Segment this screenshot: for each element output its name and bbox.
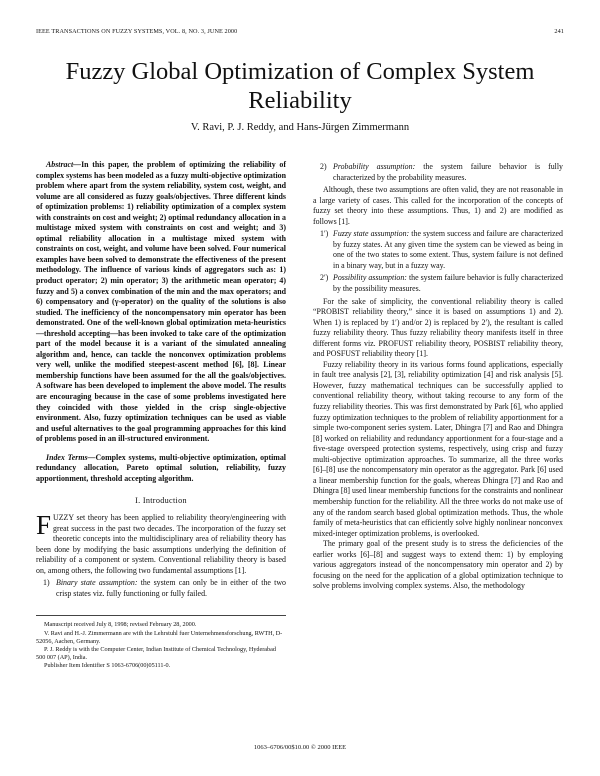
intro-paragraph [36,509,286,576]
list-number: 1) [43,578,50,588]
left-column [36,160,286,671]
body-paragraph: For the sake of simplicity, the conventional reliability theory is called “PROBIST reliability theory,” since it is based on assumptions 1) and 2). When 1) is replaced by 1′) and/or 2) is replaced by 2′), the resultant is called fuzzy reliability theory. Thus fuzzy reliability theory manifests itself in three different forms viz. PROFUST reliability theory, POSBIST reliability theory, and POSFUST reliability theory [1]. [313,296,563,359]
list-item [313,273,563,294]
footnote-line: P. J. Reddy is with the Computer Center, Indian Institute of Chemical Technology, Hyderabad 500 007 (AP), India. [36,645,276,662]
running-header [36,28,564,38]
body-paragraph: The primary goal of the present study is to stress the deficiencies of the earlier works [6]–[8] and suggest ways to extend them: 1) by employing various aggregators instead of the noncompensatory min operator and 2) by focusing on the need for the application of a global optimization technique to solve problems involving complex systems. Also, the methodology [313,539,563,591]
intro-text: set theory has been applied to reliability theory/engineering with great success in the past two decades. The incorporation of the fuzzy set theoretic concepts into the multidisciplinary area of reliability theory has been done by modifying the basic assumptions underlying the definition of reliability of a component or system. Conventional reliability theory is based on, among others, the following two fundamental assumptions [1]. [36,512,286,575]
body-paragraph: Although, these two assumptions are often valid, they are not reasonable in a large variety of cases. This called for the incorporation of the concepts of fuzzy set theory into these assumptions. Thus, 1) and 2) are modified as follows [1]. [313,185,563,226]
list-item [313,229,563,271]
list-label: Possibility assumption: [333,273,407,283]
list-item [313,162,563,183]
index-terms [36,453,286,485]
body-paragraph: Fuzzy reliability theory in its various forms found applications, especially in fault tree analysis [2], [3], reliability optimization [4] and risk analysis [5]. However, fuzzy mathematical techniques can be successfully applied to conventional reliability theory, without taking recourse to any form of the fuzzy reliability theories. This was first demonstrated by Park [6], who applied fuzzy optimization techniques to the problem of reliability apportionment for a simple two-component series system. Later, Dhingra [7] and Rao and Dhingra [8] worked on reliability and redundancy apportionment for a four-stage and a five-stage overspeed protection systems, respectively, using crisp and fuzzy multi-objective optimization approaches. To summarize, all the three works [6]–[8] use the noncompensatory min operator as the aggregator. Park [6] used a linear membership function for the goals, whereas Dhingra [7] and Rao and Dhingra [8] used linear membership functions for the constraints and nonlinear membership function for the reliability. All the three works do not make use of any of the random search based global optimization methods. Thus, the whole family of meta-heuristics that can efficiently solve highly nonlinear nonconvex mixed-integer optimization problems, is overlooked. [313,359,563,538]
footnote-line: V. Ravi and H.-J. Zimmermann are with the Lehrstuhl fuer Unternehmensforschung, RWTH, D-52056, Aachen, Germany. [36,629,283,645]
list-item [36,578,286,599]
list-text: the system success and failure are characterized by fuzzy states. At any given time the system can be viewed as being in one of the two states to some extent. Thus, system failure is not defined in a binary way, but in a fuzzy way. [333,229,563,270]
index-terms-text: Complex systems, multi-objective optimization, optimal redundancy allocation, Pareto optimal solution, reliability, fuzzy apportionment, threshold accepting algorithm. [36,452,287,483]
list-text: the system failure behavior is fully characterized by the possibility measures. [333,273,563,294]
index-terms-label: Index Terms— [46,452,96,462]
journal-name: IEEE TRANSACTIONS ON FUZZY SYSTEMS, VOL. 8, NO. 3, JUNE 2000 [36,28,238,35]
footnote [36,615,286,670]
list-number: 1′) [320,229,329,239]
list-label: Fuzzy state assumption: [333,229,410,239]
page-footer: 1063–6706/00$10.00 © 2000 IEEE [253,744,347,751]
list-number: 2′) [320,273,329,283]
page-number: 241 [554,28,564,35]
abstract [36,160,286,445]
abstract-text: In this paper, the problem of optimizing the reliability of complex systems has been modeled as a fuzzy multi-objective optimization problem where apart from the system reliability, system cost, weight, and volume are all considered as fuzzy goals/objectives. Three different kinds of optimization problems: 1) reliability optimization of a complex system with constraints on cost and weight; 2) optimal redundancy allocation in a multistage mixed system with constraints on cost and weight; and 3) optimal reliability allocation in a multistage mixed system with constraints on cost, weight, and volume have been solved. Four numerical examples have been solved to demonstrate the effectiveness of the present methodology. The influence of various kinds of aggregators such as: 1) product operator; 2) min operator; 3) the arithmetic mean operator; 4) fuzzy and 5) a convex combination of the min and the max operators; and 6) compensatory and (γ-operator) on the quality of the solutions is also studied. The inefficiency of the noncompensatory min operator has been demonstrated. One of the well-known global optimization meta-heuristics—threshold accepting—has been invoked to take care of the optimization part of the model because it is a variant of the simulated annealing algorithm and, hence, can tackle the nonconvex optimization problems very well, unlike the modified steepest-ascent method [6], [8]. Linear membership functions have been assumed for the all the goals/objectives. A software has been developed to implement the above model. The results are encouraging because in the case of some problems investigated here they coincided with those yielded in the crisp single-objective environment. Also, fuzzy optimization techniques can be used as viable and useful alternatives to the goal programming approaches for this kind of problems posed in an ill-structured environment. [36,160,286,444]
intro-first-word: UZZY [53,512,74,522]
list-text: the system failure behavior is fully characterized by the probability measures. [333,162,564,182]
list-label: Binary state assumption: [56,578,138,588]
section-heading: I. Introduction [135,496,187,506]
footnote-line: Publisher Item Identifier S 1063-6706(00)05111-0. [44,662,171,670]
author-list: V. Ravi, P. J. Reddy, and Hans-Jürgen Zimmermann [190,122,410,133]
right-column [313,160,563,592]
list-number: 2) [320,162,327,171]
abstract-label: Abstract— [46,160,82,169]
footnote-line: Manuscript received July 8, 1998; revised February 28, 2000. [44,621,197,629]
list-label: Probability assumption: [333,162,416,171]
list-text: the system can only be in either of the two crisp states viz. fully functioning or fully failed. [56,578,287,598]
paper-title: Fuzzy Global Optimization of Complex System Reliability [65,58,535,114]
drop-cap: F [36,509,52,540]
